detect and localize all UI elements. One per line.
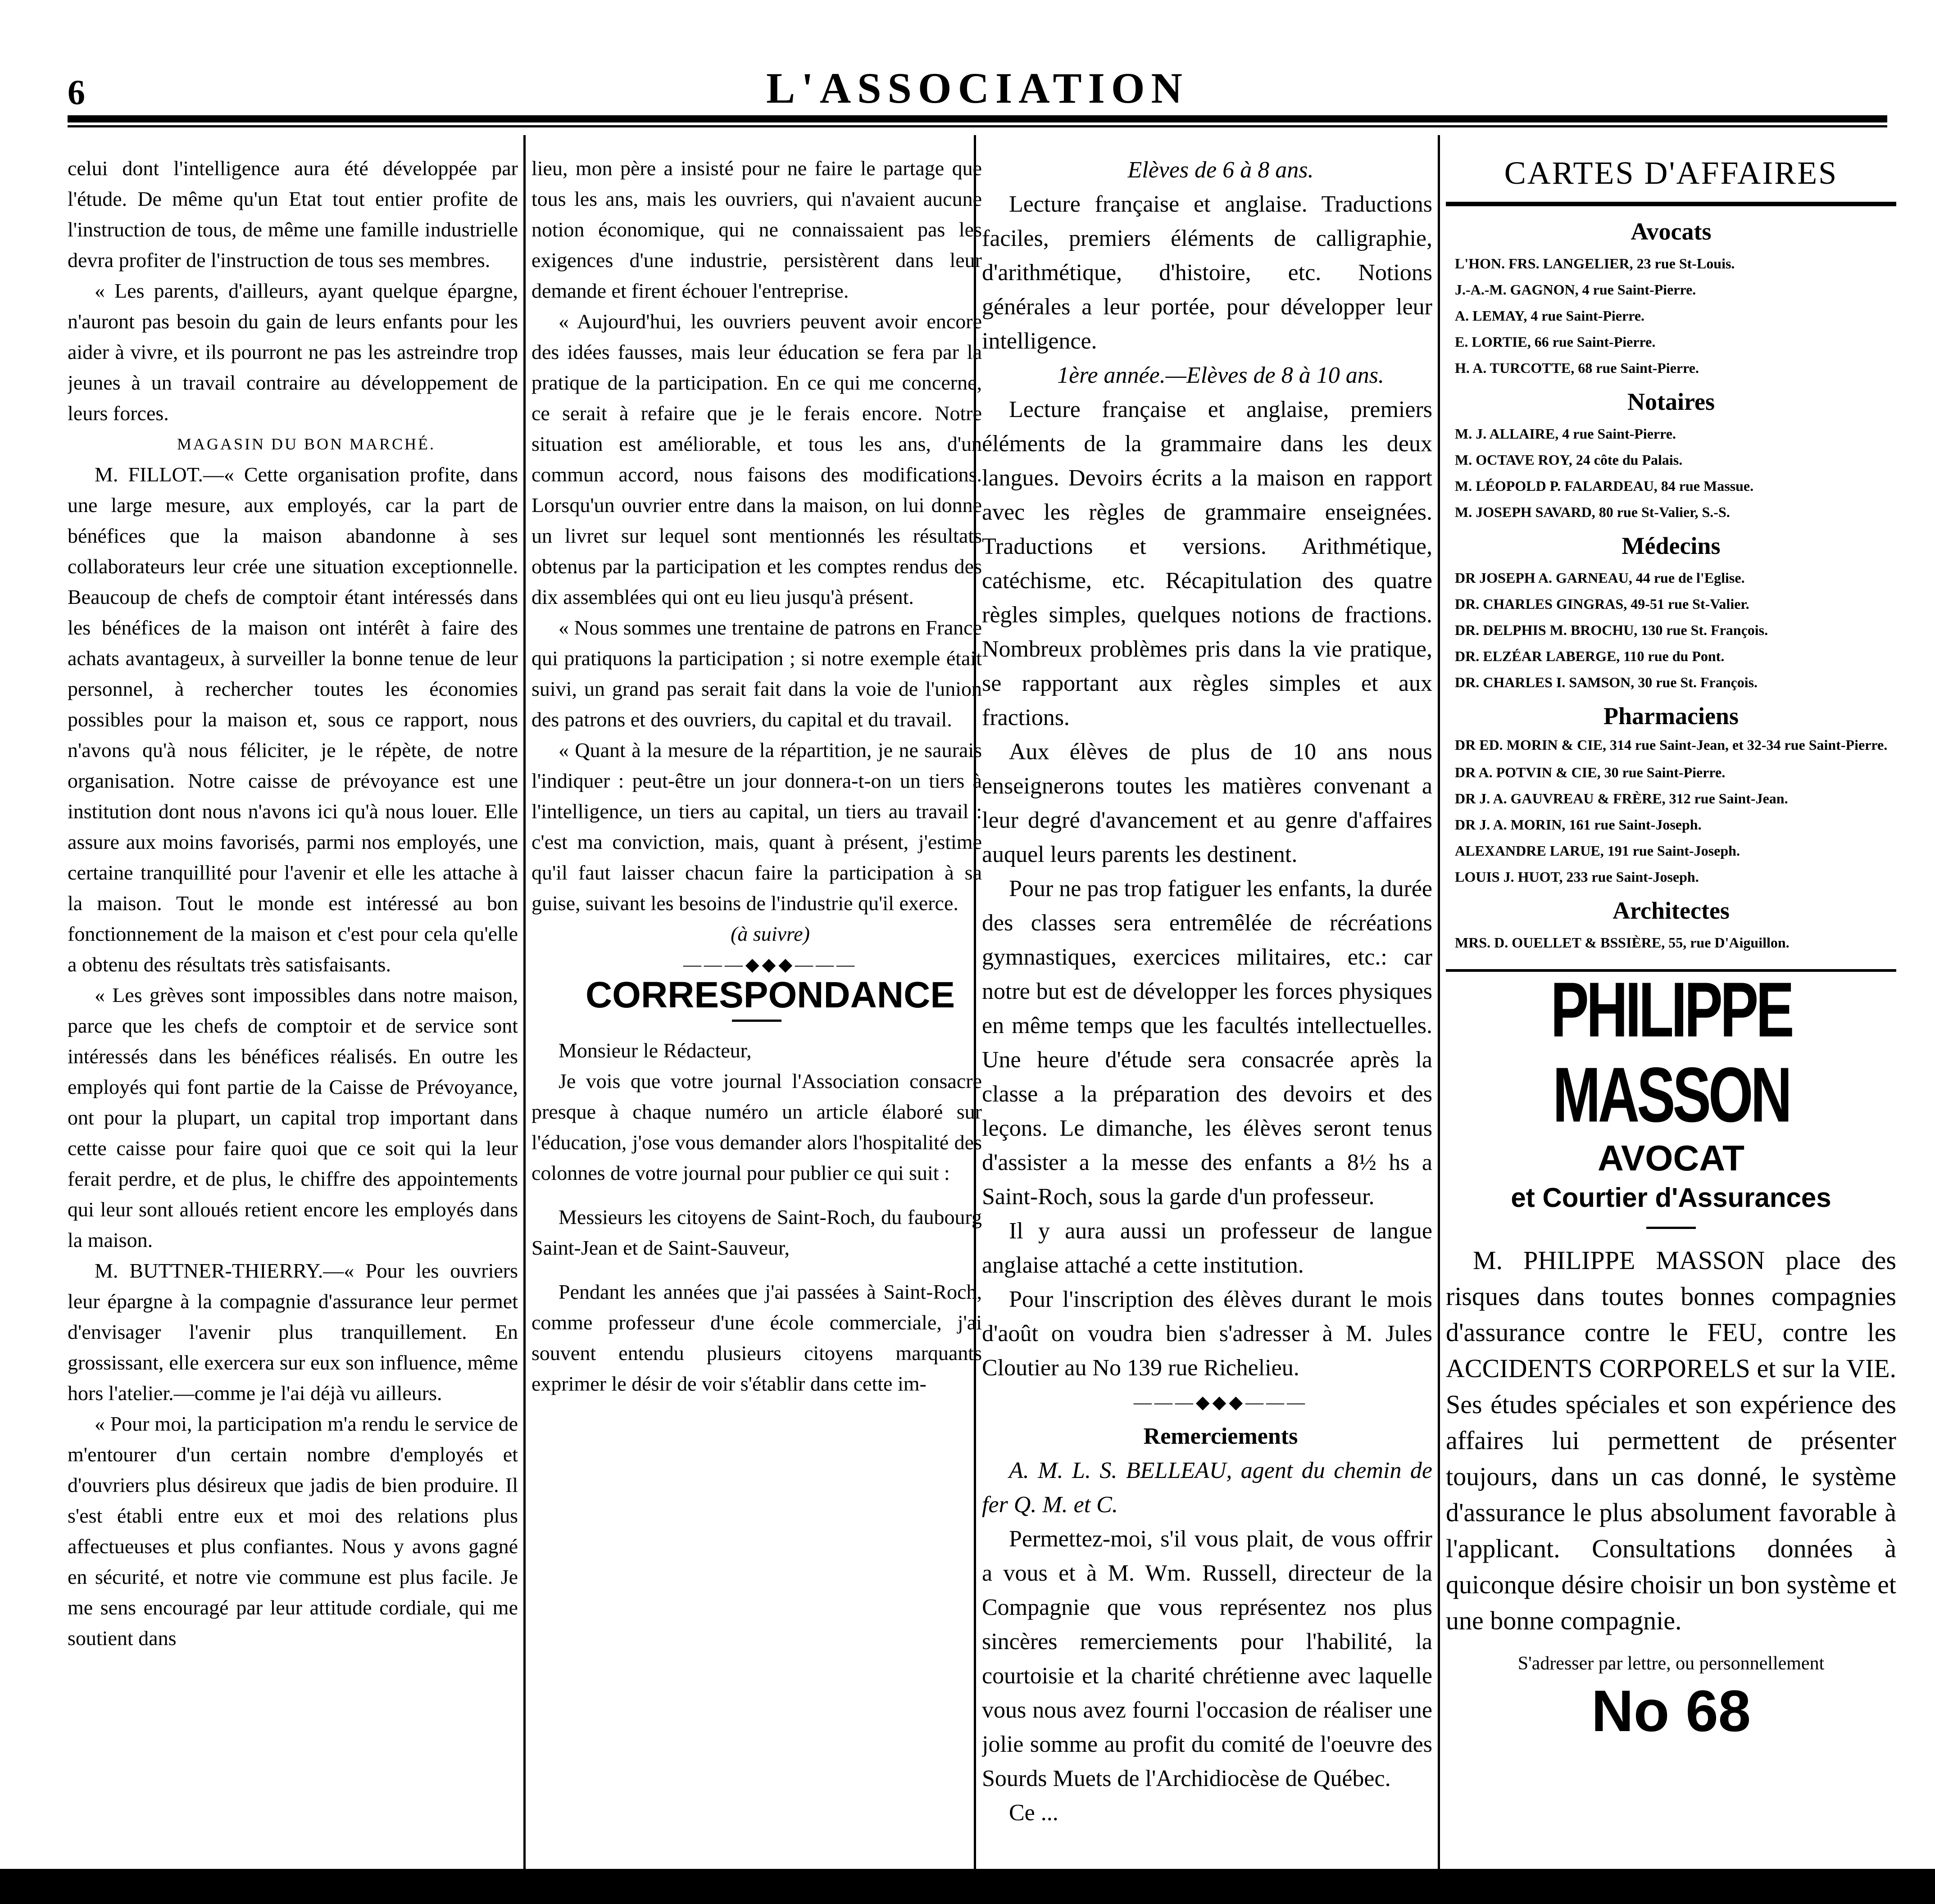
directory-entry: DR JOSEPH A. GARNEAU, 44 rue de l'Eglise.: [1455, 570, 1745, 586]
cartes-title: CARTES D'AFFAIRES: [1504, 155, 1838, 191]
ornament-divider: ———◆◆◆———: [1133, 1392, 1308, 1412]
correspondance-title: CORRESPONDANCE: [585, 975, 955, 1015]
directory-entry: M. J. ALLAIRE, 4 rue Saint-Pierre.: [1455, 426, 1676, 442]
paragraph: « Pour moi, la participation m'a rendu le service de m'entourer d'un certain nombre d'employés et d'ouvriers plus désireux que jadis de bien produire. Il s'est établi entre eux et moi des relations plus affectueuses et plus confiantes. Nous y avons gagné en sécurité, et notre vie commune est plus facile. Je me sens encouragé par leur attitude cordiale, qui me soutient dans: [68, 1412, 518, 1650]
directory-entry: H. A. TURCOTTE, 68 rue Saint-Pierre.: [1455, 360, 1699, 376]
paragraph: celui dont l'intelligence aura été développée par l'étude. De même qu'un Etat tout entier profite de l'instruction de tous, de même une famille industrielle devra profiter de l'instruction de tous ses membres.: [68, 157, 518, 272]
directory-entry: E. LORTIE, 66 rue Saint-Pierre.: [1455, 334, 1656, 350]
directory-entry: J.-A.-M. GAGNON, 4 rue Saint-Pierre.: [1455, 281, 1696, 298]
short-rule: [732, 1020, 781, 1022]
page-bottom-edge: [0, 1869, 1935, 1904]
category-heading: Avocats: [1631, 218, 1712, 245]
ornament-divider: ———◆◆◆———: [683, 954, 858, 975]
paragraph: « Aujourd'hui, les ouvriers peuvent avoir encore des idées fausses, mais leur éducation se fera par la pratique de la participation. En ce qui me concerne, ce serait à refaire que je le ferais encore. Notre situation est améliorable, et tous les ans, d'un commun accord, nous faisons des modifications. Lorsqu'un ouvrier entre dans la maison, on lui donne un livret sur lequel sont mentionnés les résultats obtenus par la participation et les comptes rendus des dix assemblées qui ont eu lieu jusqu'à présent.: [531, 310, 982, 608]
column-4: [1446, 153, 1896, 1860]
directory-entry: DR J. A. GAUVREAU & FRÈRE, 312 rue Saint-Jean.: [1455, 790, 1788, 807]
category-heading: Pharmaciens: [1603, 703, 1739, 730]
remerciements-title: Remerciements: [1143, 1423, 1298, 1449]
header-rule-thin: [68, 125, 1887, 127]
paragraph: Ce ...: [1009, 1800, 1058, 1826]
section-heading: Elèves de 6 à 8 ans.: [1127, 157, 1314, 183]
ad-number: No 68: [1591, 1678, 1751, 1744]
paragraph: Il y aura aussi un professeur de langue anglaise attaché a cette institution.: [982, 1218, 1432, 1278]
paragraph: Messieurs les citoyens de Saint-Roch, du faubourg Saint-Jean et de Saint-Sauveur,: [531, 1206, 982, 1259]
paragraph: M. BUTTNER-THIERRY.—« Pour les ouvriers leur épargne à la compagnie d'assurance leur permet d'envisager l'avenir plus tranquillement. En grossissant, elle exercera sur eux son influence, même hors l'atelier.—comme je l'ai déjà vu ailleurs.: [68, 1259, 518, 1405]
directory-entry: MRS. D. OUELLET & BSSIÈRE, 55, rue D'Aiguillon.: [1455, 934, 1790, 951]
paragraph: M. FILLOT.—« Cette organisation profite, dans une large mesure, aux employés, car la part de bénéfices que la maison abandonne à ses collaborateurs leur crée une situation exceptionnelle. Beaucoup de chefs de comptoir étant intéressés dans les bénéfices de la maison ont intérêt à faire des achats avantageux, à surveiller la bonne tenue de leur personnel, à rechercher toutes les économies possibles pour la maison et, sous ce rapport, nous n'avons qu'à nous féliciter, je le répète, de notre organisation. Notre caisse de prévoyance est une institution dont nous n'avons ici qu'à nous louer. Elle assure aux moins favorisés, parmi nos employés, une certaine tranquillité pour l'avenir et elle les attache à la maison. Tout le monde est intéressé au bon fonctionnement de la maison et c'est pour cela qu'elle a obtenu des résultats très satisfaisants.: [68, 463, 518, 976]
ad-subtitle: et Courtier d'Assurances: [1511, 1183, 1831, 1213]
short-rule: [1646, 1227, 1696, 1229]
category-heading: Notaires: [1627, 388, 1715, 415]
directory-entry: DR. CHARLES GINGRAS, 49-51 rue St-Valier.: [1455, 596, 1749, 612]
column-divider: [1438, 135, 1440, 1882]
page-number: 6: [68, 73, 85, 112]
paragraph: Lecture française et anglaise. Traductions faciles, premiers éléments de calligraphie, d'arithmétique, d'histoire, etc. Notions générales a leur portée, pour développer leur intelligence.: [982, 191, 1432, 354]
directory-entry: A. LEMAY, 4 rue Saint-Pierre.: [1455, 308, 1645, 324]
column-1: [68, 153, 518, 1860]
paragraph: Lecture française et anglaise, premiers éléments de la grammaire dans les deux langues. Devoirs écrits a la maison en rapport avec les règles de grammaire enseignées. Traductions et versions. Arithmétique, catéchisme, etc. Récapitulation des quatre règles simples, quelques notions de fractions. Nombreux problèmes pris dans la vie pratique, se rapportant aux règles simples et aux fractions.: [982, 397, 1432, 730]
paragraph: « Les parents, d'ailleurs, ayant quelque épargne, n'auront pas besoin du gain de leurs enfants pour les aider à vivre, et ils pourront ne pas les astreindre trop jeunes à un travail contraire au développement de leurs forces.: [68, 279, 518, 425]
directory-entry: DR. CHARLES I. SAMSON, 30 rue St. François.: [1455, 674, 1758, 690]
column-2: [531, 153, 982, 1860]
directory-entry: ALEXANDRE LARUE, 191 rue Saint-Joseph.: [1455, 843, 1740, 859]
directory-entry: DR. DELPHIS M. BROCHU, 130 rue St. François.: [1455, 622, 1768, 638]
directory-entry: DR A. POTVIN & CIE, 30 rue Saint-Pierre.: [1455, 764, 1726, 780]
paragraph: Permettez-moi, s'il vous plait, de vous offrir a vous et à M. Wm. Russell, directeur de la Compagnie que vous représentez nos plus sincères remerciements pour l'habilité, la courtoisie et la charité chrétienne avec laquelle vous nous avez fourni l'occasion de réaliser une jolie somme au profit du comité de l'oeuvre des Sourds Muets de l'Archidiocèse de Québec.: [982, 1526, 1432, 1791]
directory-entry: DR J. A. MORIN, 161 rue Saint-Joseph.: [1455, 816, 1702, 833]
remerciements-address: A. M. L. S. BELLEAU, agent du chemin de fer Q. M. et C.: [982, 1458, 1432, 1518]
directory-entry: L'HON. FRS. LANGELIER, 23 rue St-Louis.: [1455, 255, 1735, 272]
cartes-rule: [1446, 202, 1896, 206]
ad-body: [1446, 1242, 1896, 1639]
page-header: [68, 59, 1887, 122]
category-heading: Médecins: [1622, 532, 1721, 559]
directory-entry: M. LÉOPOLD P. FALARDEAU, 84 rue Massue.: [1455, 478, 1754, 494]
directory-entry: DR ED. MORIN & CIE, 314 rue Saint-Jean, et 32-34 rue Saint-Pierre.: [1455, 737, 1888, 753]
section-subhead: MAGASIN DU BON MARCHÉ.: [177, 435, 436, 453]
column-divider: [523, 135, 526, 1882]
category-heading: Architectes: [1612, 897, 1730, 924]
paragraph: Je vois que votre journal l'Association consacre presque à chaque numéro un article élaboré sur l'éducation, j'ose vous demander alors l'hospitalité des colonnes de votre journal pour publier ce qui suit :: [531, 1070, 982, 1184]
paragraph: Pour ne pas trop fatiguer les enfants, la durée des classes sera entremêlée de récréations gymnastiques, exercices militaires, etc.: car notre but est de développer les forces physiques en même temps que les facultés intellectuelles. Une heure d'étude sera consacrée après la classe a la préparation des devoirs et des leçons. Le dimanche, les élèves seront tenus d'assister a la messe des enfants a 8½ hs a Saint-Roch, sous la garde d'un professeur.: [982, 876, 1432, 1210]
directory-entry: M. JOSEPH SAVARD, 80 rue St-Valier, S.-S.: [1455, 504, 1730, 520]
paragraph: lieu, mon père a insisté pour ne faire le partage que tous les ans, mais les ouvriers, qui n'avaient aucune notion économique, qui ne connaissaient pas les exigences d'une industrie, persistèrent dans leur demande et firent échouer l'entreprise.: [531, 157, 982, 302]
ad-title: AVOCAT: [1598, 1138, 1744, 1178]
section-heading: 1ère année.—Elèves de 8 à 10 ans.: [1057, 363, 1384, 388]
column-3: [982, 153, 1432, 1860]
masthead-title: L'ASSOCIATION: [766, 64, 1189, 112]
paragraph: Pour l'inscription des élèves durant le mois d'août on voudra bien s'adresser à M. Jules Cloutier au No 139 rue Richelieu.: [982, 1287, 1432, 1381]
paragraph: « Quant à la mesure de la répartition, je ne saurais l'indiquer : peut-être un jour donnera-t-on un tiers à l'intelligence, un tiers au capital, un tiers au travail : c'est ma conviction, mais, quant à présent, j'estime qu'il faut laisser chacun faire la participation à sa guise, suivant les besoins de l'industrie qu'il exerce.: [531, 739, 982, 915]
paragraph: Pendant les années que j'ai passées à Saint-Roch, comme professeur d'une école commerciale, j'ai souvent entendu plusieurs citoyens marquants exprimer le désir de voir s'établir dans cette im-: [531, 1280, 982, 1395]
directory-entry: LOUIS J. HUOT, 233 rue Saint-Joseph.: [1455, 869, 1699, 885]
paragraph: Aux élèves de plus de 10 ans nous enseignerons toutes les matières convenant a leur degré d'avancement et au genre d'affaires auquel leurs parents les destinent.: [982, 739, 1432, 867]
paragraph: « Nous sommes une trentaine de patrons en France qui pratiquons la participation ; si notre exemple était suivi, un grand pas serait fait dans la voie de l'union des patrons et des ouvriers, du capital et du travail.: [531, 616, 982, 731]
directory-entry: M. OCTAVE ROY, 24 côte du Palais.: [1455, 452, 1683, 468]
ad-name: PHILIPPE MASSON: [1550, 966, 1792, 1139]
header-rule: [68, 115, 1887, 122]
directory-entry: DR. ELZÉAR LABERGE, 110 rue du Pont.: [1455, 648, 1725, 664]
salutation: Monsieur le Rédacteur,: [559, 1039, 752, 1062]
paragraph: « Les grèves sont impossibles dans notre maison, parce que les chefs de comptoir et de service sont intéressés dans les bénéfices réalisés. En outre les employés qui font partie de la Caisse de Prévoyance, ont pour la plupart, un capital trop important dans cette caisse pour faire quoi que ce soit qui la leur ferait perdre, et de plus, le chiffre des appointements qui leur sont alloués retient encore les employés dans la maison.: [68, 984, 518, 1251]
ad-body-text: M. PHILIPPE MASSON place des risques dans toutes bonnes compagnies d'assurance contre le FEU, contre les ACCIDENTS CORPORELS et sur la VIE. Ses études spéciales et son expérience des affaires lui permettent de présenter toujours, dans un cas donné, le système d'assurance le plus absolument favorable à l'applicant. Consultations données à quiconque désire choisir un bon système et une bonne compagnie.: [1446, 1246, 1896, 1635]
ad-contact: S'adresser par lettre, ou personnellement: [1517, 1653, 1825, 1674]
to-be-continued: (à suivre): [731, 922, 810, 945]
